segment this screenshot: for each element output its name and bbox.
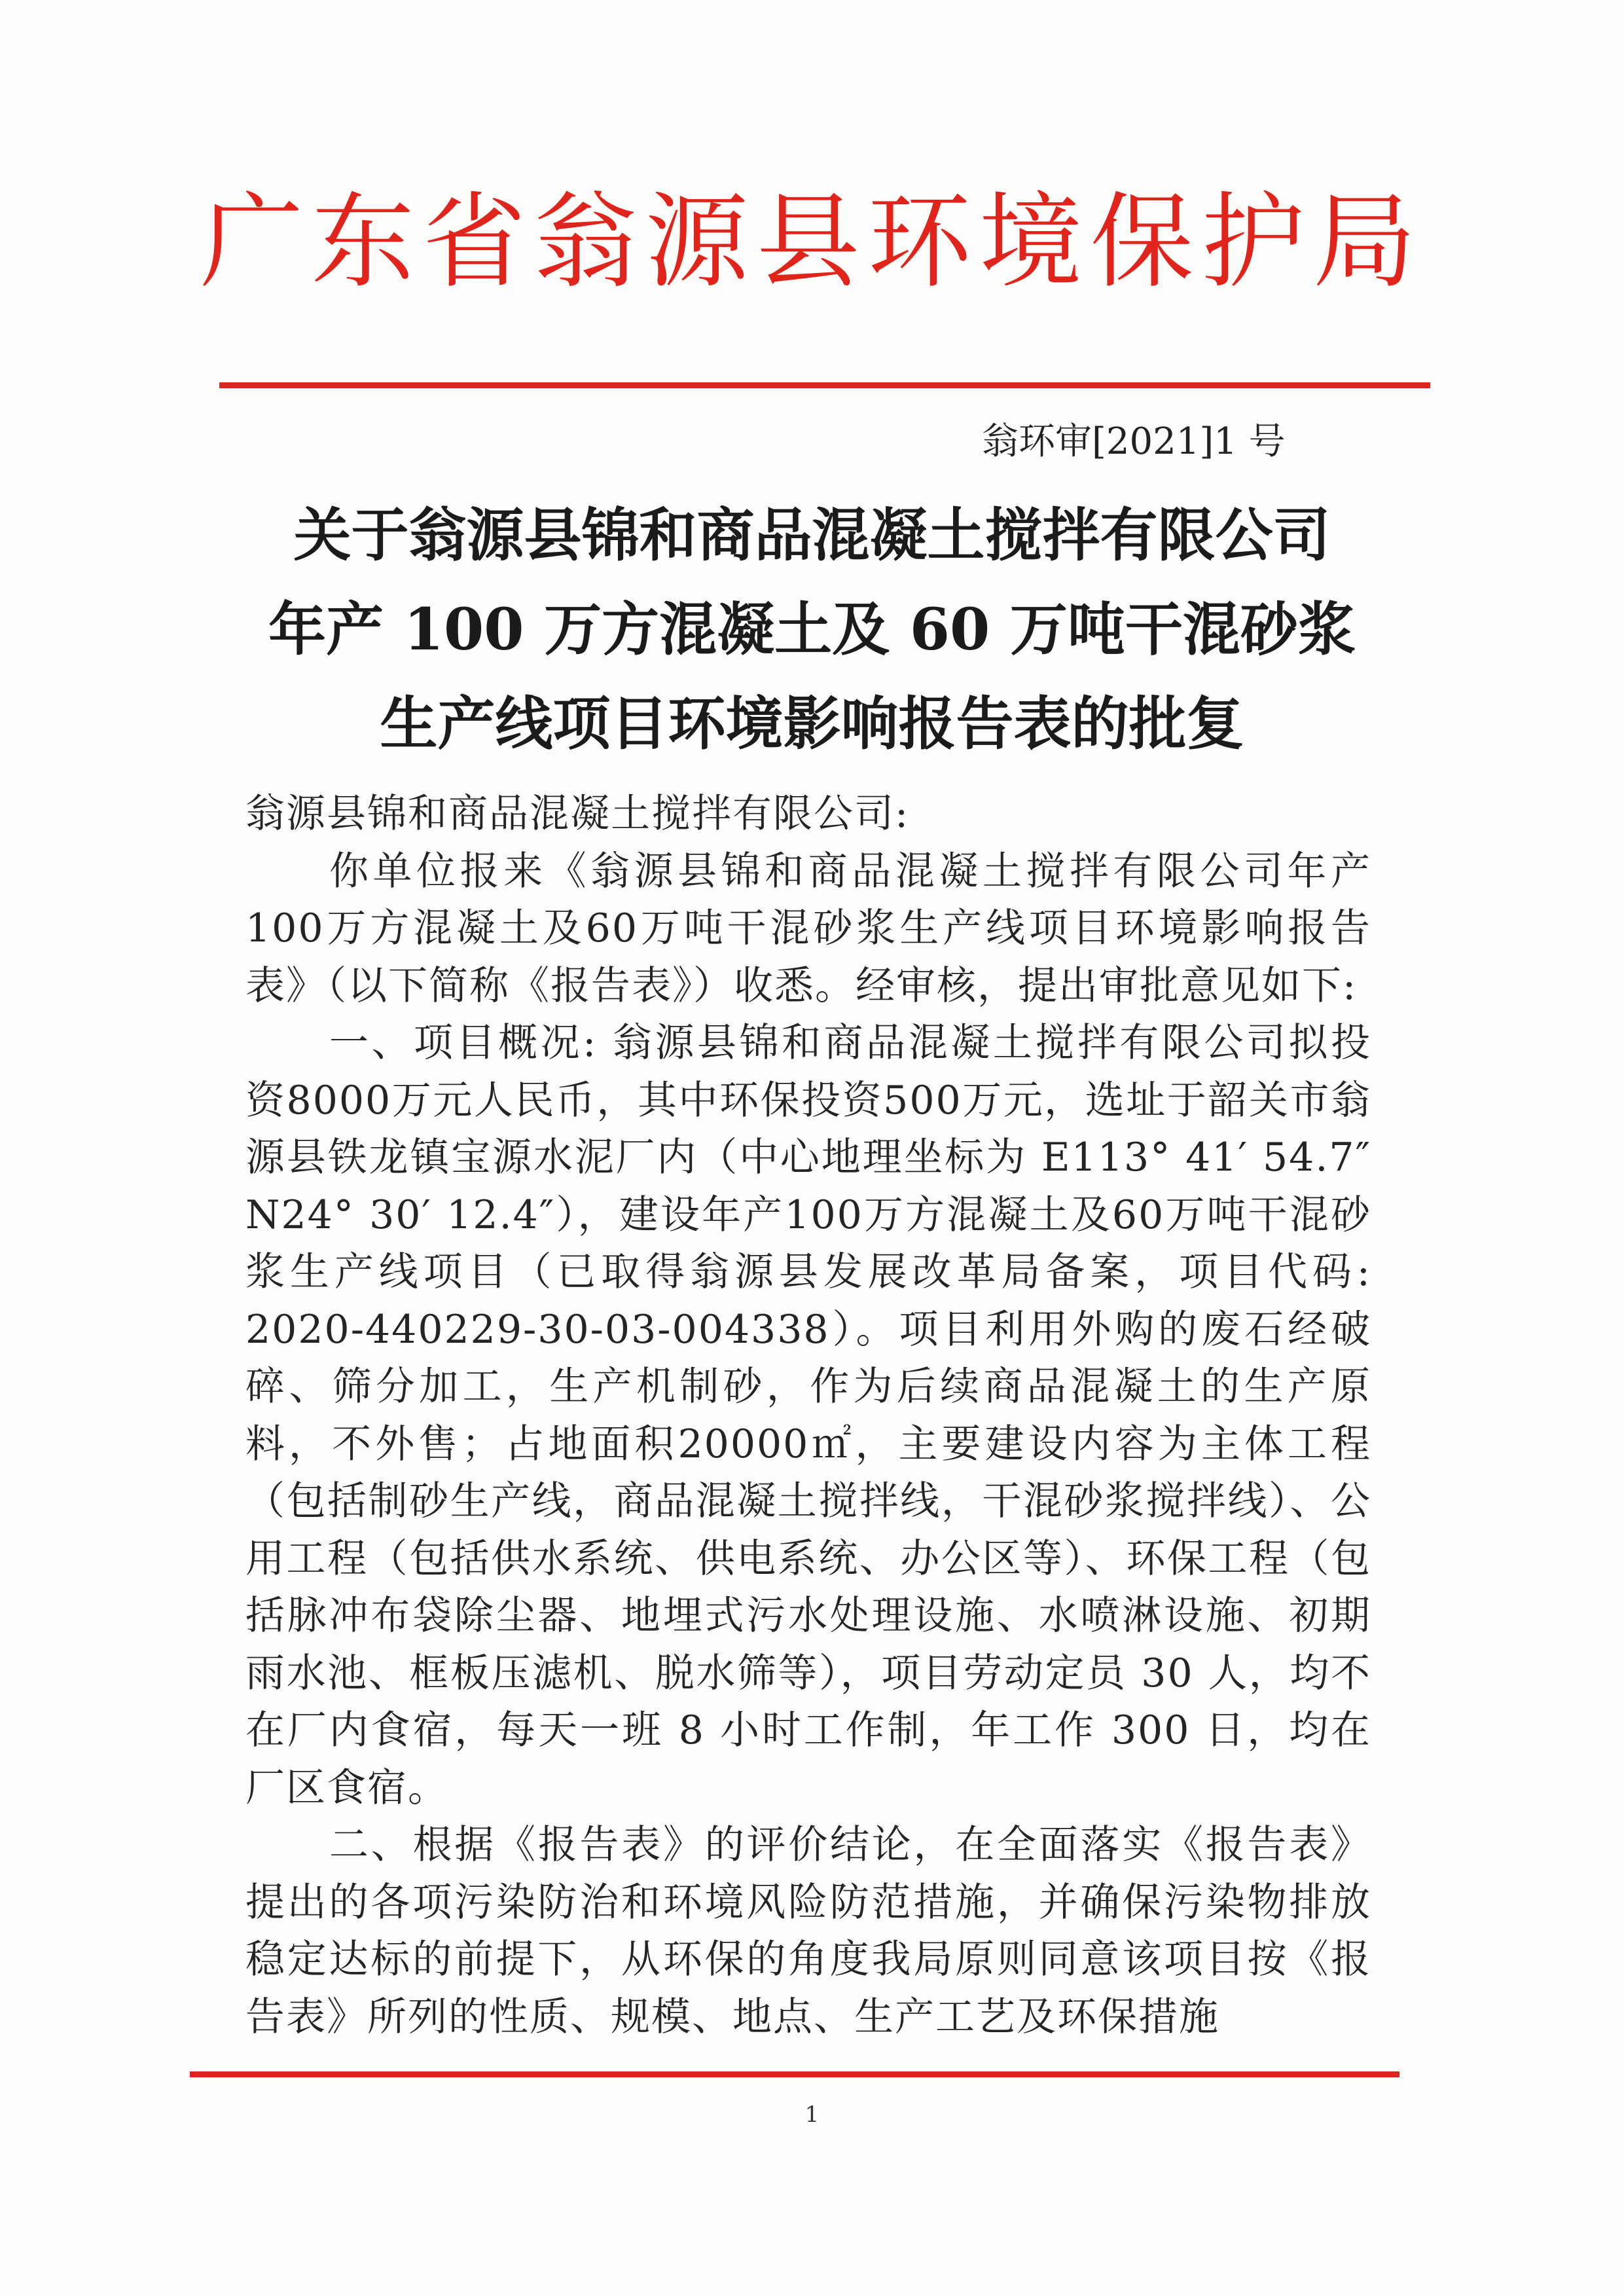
- footer-red-rule: [190, 2071, 1399, 2077]
- header-red-rule: [219, 382, 1430, 388]
- title-line-1: 关于翁源县锦和商品混凝土搅拌有限公司: [293, 501, 1331, 569]
- title-line-3: 生产线项目环境影响报告表的批复: [380, 689, 1244, 757]
- document-title: [196, 488, 1428, 771]
- salutation: 翁源县锦和商品混凝土搅拌有限公司:: [245, 791, 910, 837]
- paragraph-intro: 你单位报来《翁源县锦和商品混凝土搅拌有限公司年产100万方混凝土及60万吨干混砂浆生产线项目环境影响报告表》（以下简称《报告表》）收悉。经审核，提出审批意见如下:: [245, 848, 1371, 1009]
- page-number: 1: [804, 2102, 820, 2128]
- document-body: [245, 786, 1371, 2046]
- masthead-title: 广东省翁源县环境保护局: [200, 182, 1424, 302]
- document-number: 翁环审[2021]1 号: [982, 420, 1286, 463]
- title-line-2: 年产 100 万方混凝土及 60 万吨干混砂浆: [268, 595, 1356, 663]
- paragraph-project-overview: 一、项目概况: 翁源县锦和商品混凝土搅拌有限公司拟投资8000万元人民币，其中环保投资500万元，选址于韶关市翁源县铁龙镇宝源水泥厂内（中心地理坐标为 E113° 41′ 54.7″ N24° 30′ 12.4″），建设年产100万方混凝土及60万吨干混砂浆生产线项目（已取得翁源县发展改革局备案，项目代码: 2020-440229-30-03-004338）。项目利用外购的废石经破碎、筛分加工，生产机制砂，作为后续商品混凝土的生产原料，不外售；占地面积20000㎡，主要建设内容为主体工程（包括制砂生产线，商品混凝土搅拌线，干混砂浆搅拌线）、公用工程（包括供水系统、供电系统、办公区等）、环保工程（包括脉冲布袋除尘器、地埋式污水处理设施、水喷淋设施、初期雨水池、框板压滤机、脱水筛等），项目劳动定员 30 人，均不在厂内食宿，每天一班 8 小时工作制，年工作 300 日，均在厂区食宿。: [245, 1020, 1371, 1811]
- paragraph-approval-basis: 二、根据《报告表》的评价结论，在全面落实《报告表》提出的各项污染防治和环境风险防范措施，并确保污染物排放稳定达标的前提下，从环保的角度我局原则同意该项目按《报告表》所列的性质、规模、地点、生产工艺及环保措施: [245, 1822, 1371, 2040]
